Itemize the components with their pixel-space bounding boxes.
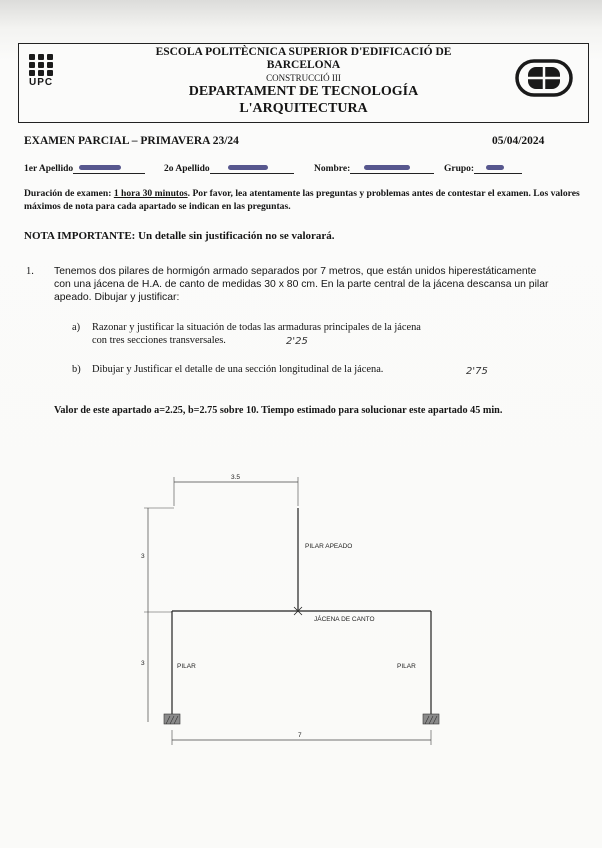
support-left-icon [164,714,180,724]
name-field[interactable] [314,163,434,174]
surname2-label: 2o Apellido [164,164,210,174]
school-name: ESCOLA POLITÈCNICA SUPERIOR D'EDIFICACIÓ DE [155,46,452,58]
surname1-label: 1er Apellido [24,164,74,174]
subquestion-a-label: a) [72,322,81,333]
surname1-field[interactable] [24,163,145,174]
top-dimension-label: 3.5 [231,474,241,481]
department-line1: DEPARTAMENT DE TECNOLOGÍA [188,84,419,99]
left-dimension-lower-label: 3 [141,660,145,667]
redacted-scribble [79,165,121,170]
group-field[interactable] [444,163,522,174]
subquestion-a-line2: con tres secciones transversales. [92,335,226,346]
subquestion-b-score: 2'75 [466,366,488,377]
upc-logo-text: UPC [29,77,54,88]
subquestion-a-line1: Razonar y justificar la situación de todas las armaduras principales de la jácena [92,322,421,333]
subquestion-b-label: b) [72,364,81,375]
question-text: Tenemos dos pilares de hormigón armado separados por 7 metros, que están unidos hiperestáticamente con una jácena de H.A. de canto de medidas 30 x 80 cm. En la parte central de la jácena descansa un pilar apeado. Dibujar y justificar: [54,266,549,303]
pilar-apeado-label: PILAR APEADO [305,543,353,550]
department-logo-icon [514,58,574,98]
pilar-left-label: PILAR [177,663,196,670]
header-box [18,43,589,123]
redacted-scribble [228,165,268,170]
subquestion-a-score: 2'25 [286,336,308,347]
group-label: Grupo: [444,164,475,174]
subquestion-b-text: Dibujar y Justificar el detalle de una sección longitudinal de la jácena. [92,364,384,375]
bottom-dimension-label: 7 [298,732,302,739]
jacena-label: JÁCENA DE CANTO [314,616,375,623]
surname2-field[interactable] [164,163,294,174]
redacted-scribble [486,165,504,170]
school-city: BARCELONA [266,59,341,71]
question-number: 1. [26,266,34,277]
name-label: Nombre: [314,164,351,174]
duration-rest: . Por favor, lea atentamente las preguntas y problemas antes de contestar el examen. Los valores máximos de nota para cada apartado se indican en las preguntas. [24,188,580,212]
pilar-right-label: PILAR [397,663,416,670]
support-right-icon [423,714,439,724]
redacted-scribble [364,165,410,170]
structure-diagram [0,460,602,760]
duration-prefix: Duración de examen: [24,188,112,199]
important-note: NOTA IMPORTANTE: Un detalle sin justificación no se valorará. [24,230,335,242]
department-line2: L'ARQUITECTURA [239,101,368,116]
exam-date: 05/04/2024 [492,135,545,147]
left-dimension-upper-label: 3 [141,553,145,560]
course-name: CONSTRUCCIÓ III [266,73,341,83]
question-value: Valor de este apartado a=2.25, b=2.75 sobre 10. Tiempo estimado para solucionar este apartado 45 min. [54,405,503,416]
exam-title: EXAMEN PARCIAL – PRIMAVERA 23/24 [24,135,239,147]
duration-instructions [24,188,580,213]
duration-value: 1 hora 30 minutos [113,188,188,199]
